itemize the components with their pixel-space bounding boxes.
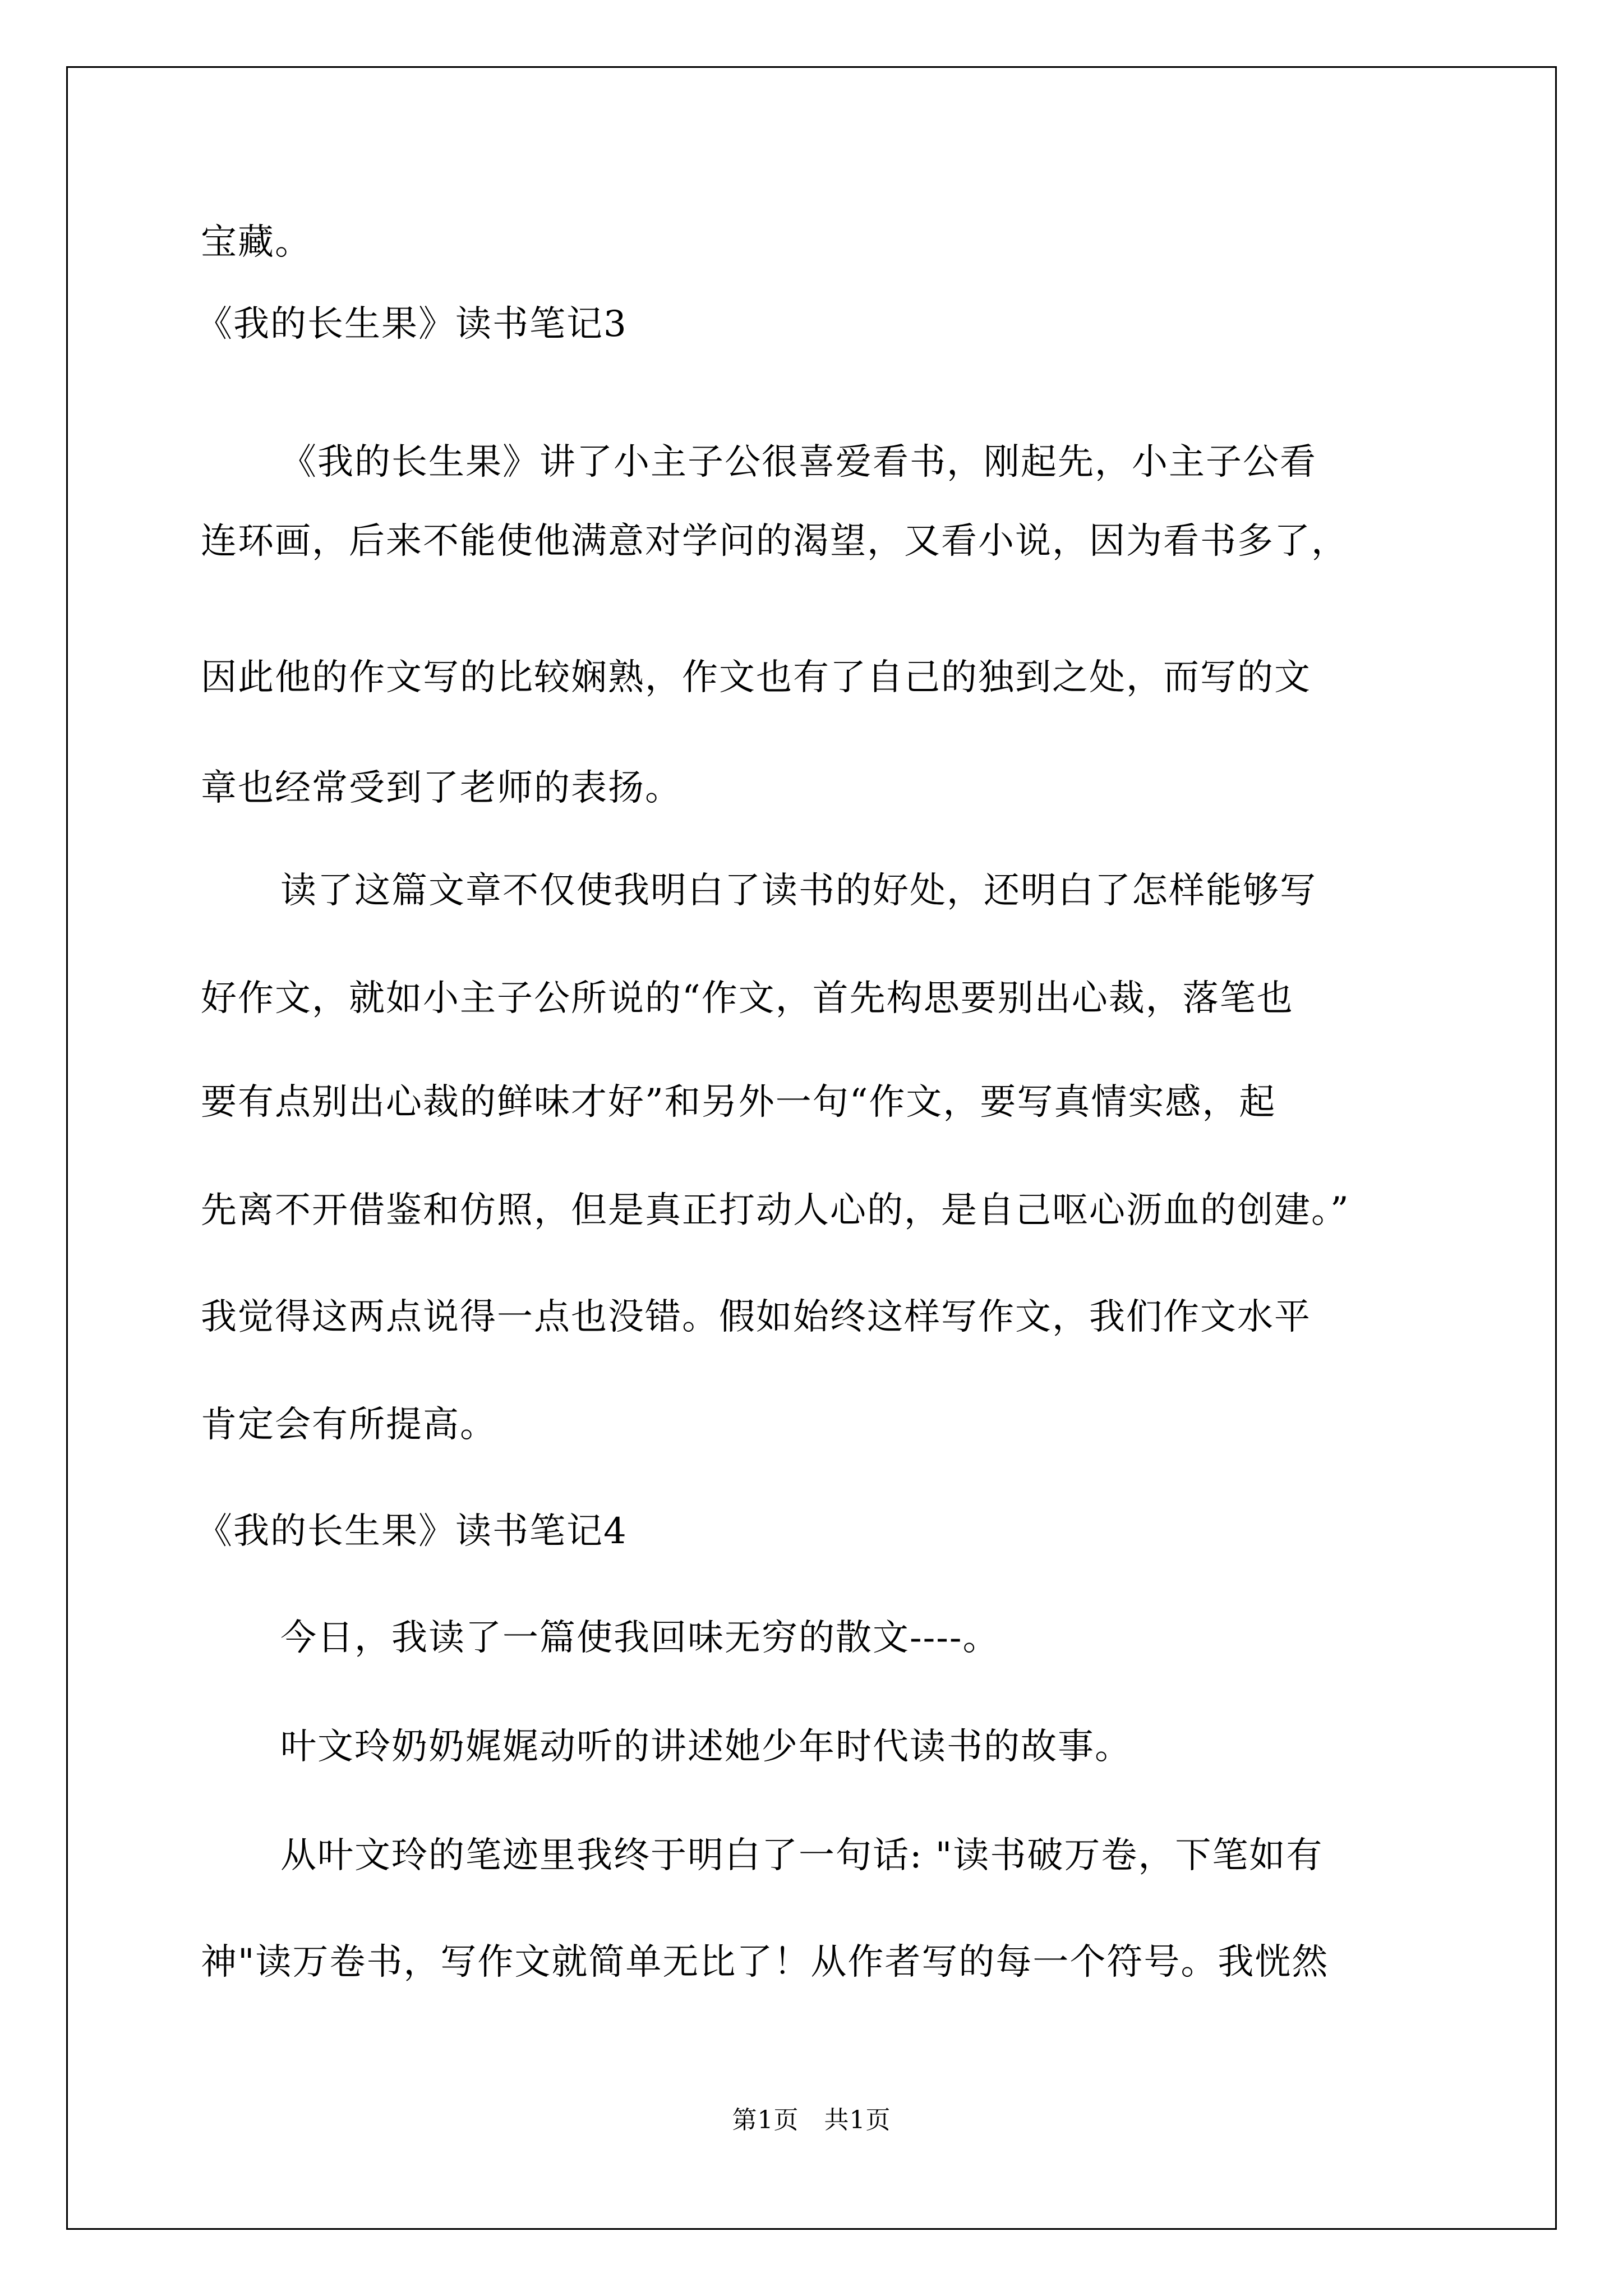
paragraph-line: 读了这篇文章不仅使我明白了读书的好处，还明白了怎样能够写 bbox=[280, 870, 1317, 912]
paragraph-line: 章也经常受到了老师的表扬。 bbox=[201, 767, 682, 809]
paragraph-line: 因此他的作文写的比较娴熟，作文也有了自己的独到之处，而写的文 bbox=[201, 657, 1311, 698]
page-border bbox=[66, 66, 1557, 2230]
paragraph-line: 今日，我读了一篇使我回味无穷的散文----。 bbox=[280, 1617, 1000, 1659]
section-heading: 《我的长生果》读书笔记4 bbox=[196, 1511, 628, 1552]
paragraph-line: 神"读万卷书，写作文就简单无比了！从作者写的每一个符号。我恍然 bbox=[201, 1941, 1329, 1983]
paragraph-line: 《我的长生果》讲了小主子公很喜爱看书，刚起先，小主子公看 bbox=[280, 441, 1317, 483]
section-heading: 《我的长生果》读书笔记3 bbox=[196, 303, 628, 345]
paragraph-line: 我觉得这两点说得一点也没错。假如始终这样写作文，我们作文水平 bbox=[201, 1296, 1311, 1338]
page-footer: 第1页 共1页 bbox=[732, 2106, 891, 2134]
paragraph-line: 要有点别出心裁的鲜味才好”和另外一句“作文，要写真情实感，起 bbox=[201, 1082, 1276, 1123]
paragraph-line: 先离不开借鉴和仿照，但是真正打动人心的，是自己呕心沥血的创建。” bbox=[201, 1190, 1350, 1231]
paragraph-line: 叶文玲奶奶娓娓动听的讲述她少年时代读书的故事。 bbox=[280, 1726, 1132, 1768]
paragraph-line: 从叶文玲的笔迹里我终于明白了一句话: "读书破万卷，下笔如有 bbox=[280, 1835, 1324, 1876]
paragraph-line: 宝藏。 bbox=[201, 222, 312, 263]
paragraph-line: 连环画，后来不能使他满意对学问的渴望，又看小说，因为看书多了， bbox=[201, 521, 1348, 562]
paragraph-line: 好作文，就如小主子公所说的“作文，首先构思要别出心裁，落笔也 bbox=[201, 978, 1294, 1019]
paragraph-line: 肯定会有所提高。 bbox=[201, 1404, 497, 1446]
